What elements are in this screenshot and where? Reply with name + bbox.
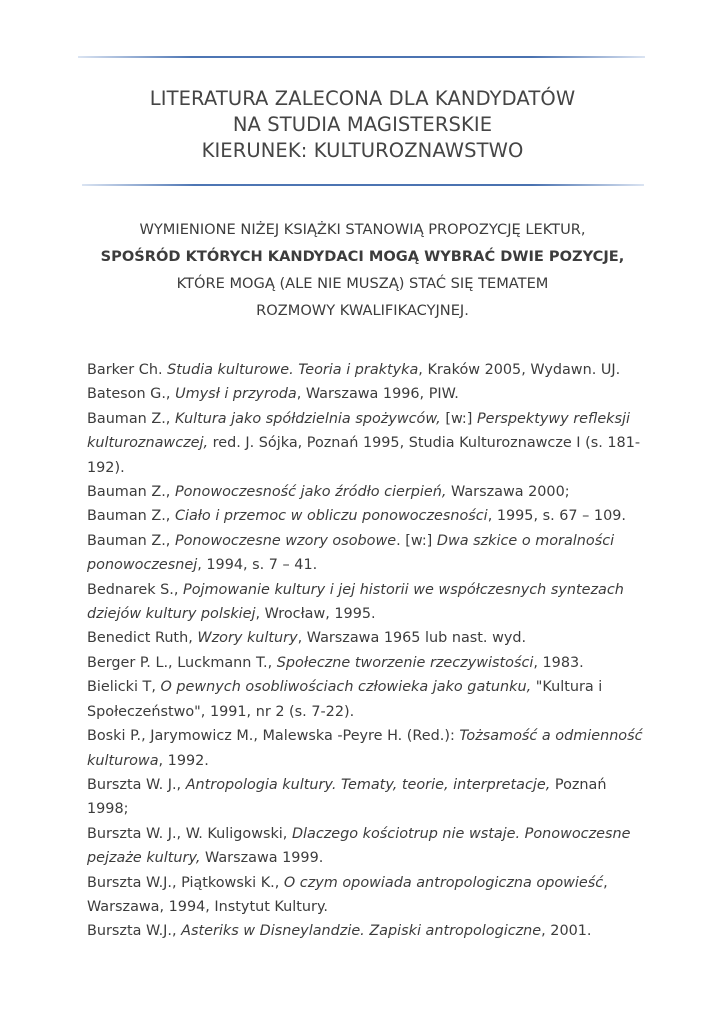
entry-title: Ponowoczesne wzory osobowe: [174, 532, 397, 549]
title-line: KIERUNEK: KULTUROZNAWSTWO: [201, 139, 524, 162]
bibliography-entry: [87, 504, 647, 528]
entry-title: Społeczne tworzenie rzeczywistości: [276, 654, 534, 671]
entry-text: [w:]: [440, 410, 477, 427]
entry-text: Burszta W.J.,: [87, 923, 182, 940]
entry-title: Kultura jako spółdzielnia spożywców,: [174, 410, 441, 427]
entry-text: , 1992.: [158, 752, 209, 769]
entry-text: , Warszawa 1965 lub nast. wyd.: [297, 630, 527, 647]
entry-title: Umysł i przyroda: [175, 386, 297, 403]
entry-title: Pojmowanie kultury i jej historii we współczesnych syntezach dziejów kultury polskiej: [87, 581, 624, 623]
top-divider: [78, 56, 645, 58]
entry-title: Dwa szkice o moralności ponowoczesnej: [87, 532, 615, 574]
entry-text: Burszta W.J., Piątkowski K.,: [87, 874, 284, 891]
intro-line: KTÓRE MOGĄ (ALE NIE MUSZĄ) STAĆ SIĘ TEMATEM: [176, 275, 549, 292]
entry-text: Bauman Z.,: [87, 410, 175, 427]
bibliography-entry: [87, 578, 647, 627]
entry-text: Bateson G.,: [87, 386, 176, 403]
entry-text: Berger P. L., Luckmann T.,: [87, 654, 277, 671]
entry-text: Bednarek S.,: [87, 581, 184, 598]
entry-text: , 2001.: [541, 923, 592, 940]
entry-text: Warszawa 2000;: [446, 484, 570, 501]
entry-title: Perspektywy refleksji kulturoznawczej,: [87, 410, 631, 452]
bibliography-entry: [87, 871, 647, 920]
entry-title: Asteriks w Disneylandzie. Zapiski antropologiczne: [181, 923, 542, 940]
entry-text: Bielicki T,: [87, 679, 161, 696]
bibliography-entry: [87, 407, 647, 480]
entry-text: "Kultura i Społeczeństwo", 1991, nr 2 (s. 7-22).: [87, 679, 603, 720]
entry-title: O czym opowiada antropologiczna opowieść: [283, 874, 604, 891]
bibliography-entry: [87, 724, 647, 773]
entry-text: Benedict Ruth,: [87, 630, 198, 647]
entry-title: O pewnych osobliwościach człowieka jako gatunku,: [160, 679, 532, 696]
entry-title: Dlaczego kościotrup nie wstaje. Ponowoczesne pejzaże kultury,: [87, 825, 631, 867]
entry-text: Poznań 1998;: [87, 776, 607, 818]
entry-text: , 1995, s. 67 – 109.: [487, 508, 626, 525]
bibliography-entry: [87, 822, 647, 871]
entry-text: Burszta W. J., W. Kuligowski,: [87, 825, 292, 842]
bibliography-entry: [87, 919, 647, 943]
entry-title: Wzory kultury: [197, 630, 298, 647]
bibliography-entry: [87, 382, 647, 406]
bibliography-list: [87, 358, 647, 944]
entry-text: , 1994, s. 7 – 41.: [197, 557, 318, 574]
entry-text: Barker Ch.: [87, 362, 168, 378]
bibliography-entry: [87, 773, 647, 822]
bibliography-entry: [87, 529, 647, 578]
entry-text: red. J. Sójka, Poznań 1995, Studia Kulturoznawcze I (s. 181-192).: [87, 435, 641, 476]
entry-text: , Wrocław, 1995.: [255, 606, 376, 623]
entry-text: . [w:]: [396, 532, 437, 549]
entry-title: Studia kulturowe. Teoria i praktyka: [167, 362, 419, 378]
entry-text: Bauman Z.,: [87, 484, 175, 501]
intro-line: WYMIENIONE NIŻEJ KSIĄŻKI STANOWIĄ PROPOZYCJĘ LEKTUR,: [139, 221, 586, 238]
title-line: NA STUDIA MAGISTERSKIE: [232, 113, 493, 136]
bibliography-entry: [87, 651, 647, 675]
page-title: [0, 86, 725, 164]
intro-line-bold: SPOŚRÓD KTÓRYCH KANDYDACI MOGĄ WYBRAĆ DWIE POZYCJE,: [100, 248, 625, 265]
entry-text: , Warszawa 1996, PIW.: [296, 386, 459, 403]
entry-text: Boski P., Jarymowicz M., Malewska -Peyre H. (Red.):: [87, 728, 460, 745]
intro-notice: [0, 216, 725, 324]
bibliography-entry: [87, 358, 647, 382]
bibliography-entry: [87, 626, 647, 650]
entry-text: , 1983.: [533, 654, 584, 671]
entry-title: Ponowoczesność jako źródło cierpień,: [174, 484, 447, 501]
entry-title: Ciało i przemoc w obliczu ponowoczesności: [174, 508, 488, 525]
entry-text: Warszawa 1999.: [200, 850, 324, 867]
intro-line: ROZMOWY KWALIFIKACYJNEJ.: [256, 302, 469, 319]
bottom-divider: [82, 184, 644, 186]
entry-text: , Kraków 2005, Wydawn. UJ.: [418, 362, 621, 378]
entry-title: Antropologia kultury. Tematy, teorie, interpretacje,: [185, 776, 551, 793]
entry-text: Bauman Z.,: [87, 532, 175, 549]
entry-text: Bauman Z.,: [87, 508, 175, 525]
bibliography-entry: [87, 675, 647, 724]
entry-title: Tożsamość a odmienność kulturowa: [87, 728, 643, 769]
bibliography-entry: [87, 480, 647, 504]
title-line: LITERATURA ZALECONA DLA KANDYDATÓW: [149, 87, 576, 110]
entry-text: , Warszawa, 1994, Instytut Kultury.: [87, 874, 608, 915]
entry-text: Burszta W. J.,: [87, 776, 186, 793]
